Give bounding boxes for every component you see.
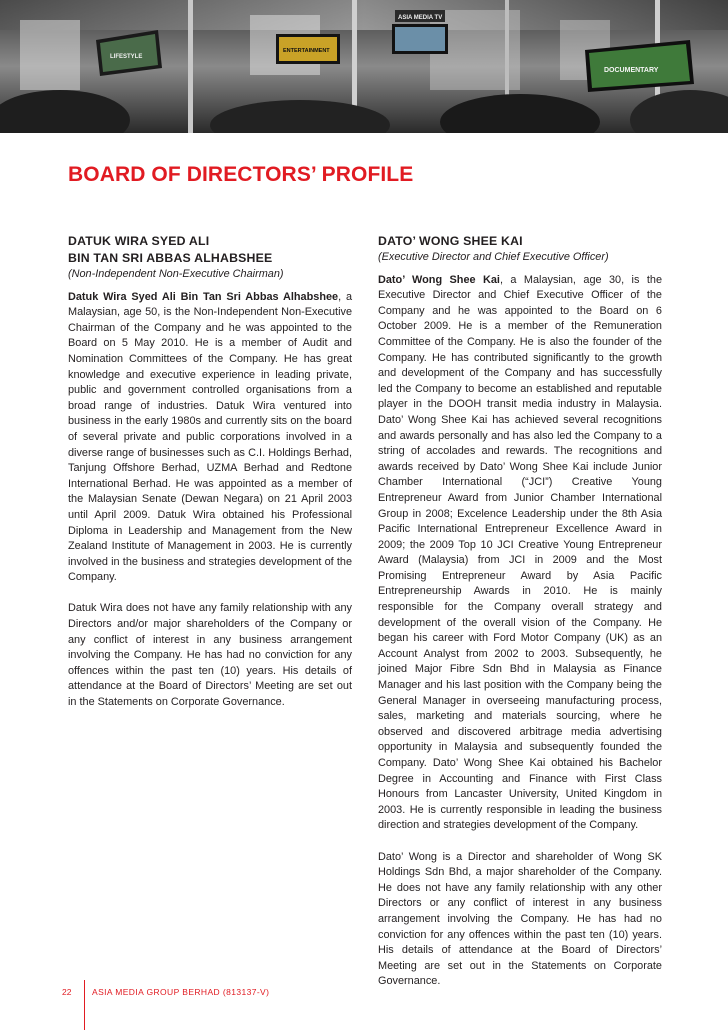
- director-bio-name: Datuk Wira Syed Ali Bin Tan Sri Abbas Alhabshee: [68, 290, 339, 303]
- screen-label-asia-media-tv: ASIA MEDIA TV: [398, 15, 443, 21]
- screen-asia-media-tv: [392, 10, 448, 54]
- director-name-line2: BIN TAN SRI ABBAS ALHABSHEE: [68, 251, 273, 265]
- director-bio-text: , a Malaysian, age 30, is the Executive Director and Chief Executive Officer of the Company and he was appointed to the Board on 6 October 2009. He is a member of the Remuneration Committee of the Company. He is also the founder of the Company. He has contributed significantly to the growth and development of the Company and has successfully led the Company to become an established and reputable player in the DOOH transit media industry in Malaysia. Dato’ Wong Shee Kai has achieved several recognitions and awards personally and has also led the Company to a string of accolades and rewards. The recognitions and awards received by Dato’ Wong Shee Kai include Junior Chamber International (“JCI”) Creative Young Entrepreneur Award from Junior Chamber International Group in 2008; Excelence Leadership under the 8th Asia Pacific International Entrepreneur Excellence Award in 2009; the 2009 Top 10 JCI Creative Young Entrepreneur Award (Malaysia) from JCI in 2009 and the Most Promising Entrepreneur Award by Asia Pacific Entrepreneurship Awards in 2010. He is mainly responsible for the Company overall strategy and development of the overall vision of the Company. He began his career with Ford Motor Company (UK) as an Account Analyst from 2002 to 2003. Subsequently, he joined Major Fibre Sdn Bhd in Malaysia as Finance Manager and his last position with the Company being the General Manager in overseeing manufacturing process, sales, marketing and materials sourcing, where he observed and discovered arbitrage media advertising opportunity in Malaysia and subsequently founded the Company. Dato’ Wong Shee Kai obtained his Bachelor Degree in Accounting and Finance with First Class Honours from Lancaster University, United Kingdom in 2003. He is currently responsible in leading the business direction and strategies development of the Company.: [378, 273, 662, 832]
- screen-label-lifestyle: LIFESTYLE: [110, 54, 143, 60]
- footer-divider: [84, 980, 85, 1030]
- director-name: DATO’ WONG SHEE KAI: [378, 234, 523, 248]
- bus-interior-photo: [0, 0, 728, 133]
- director-role: (Executive Director and Chief Executive Officer): [378, 251, 609, 263]
- header-photo-banner: [0, 0, 728, 133]
- screen-label-entertainment: ENTERTAINMENT: [283, 48, 330, 54]
- screen-label-documentary: DOCUMENTARY: [604, 67, 659, 74]
- director-bio-text: , a Malaysian, age 50, is the Non-Independent Non-Executive Chairman of the Company and he was appointed to the Board on 5 May 2010. He is a member of Audit and Nomination Committees of the Company. He has great knowledge and executive experience in leading private, public and government controlled organisations from a broad range of industries. Datuk Wira ventured into business in the early 1980s and currently sits on the board of several private and public corporations involved in a diverse range of businesses such as C.I. Holdings Berhad, Tanjung Offshore Berhad, UZMA Berhad and Redtone International Berhad. He was appointed as a member of the Malaysian Senate (Dewan Negara) on 21 April 2003 until April 2009. Datuk Wira obtained his Professional Diploma in Leadership and Management from the New Zealand Institute of Management in 2003. He is currently involved in the business and strategies development of the Company.: [68, 290, 353, 584]
- screen-entertainment: [276, 34, 340, 64]
- page-number: 22: [62, 987, 72, 997]
- page-footer: [0, 980, 728, 1030]
- director-name-line1: DATUK WIRA SYED ALI: [68, 234, 210, 248]
- director-bio-name: Dato’ Wong Shee Kai: [378, 273, 500, 286]
- director-profile-ceo: [378, 233, 662, 990]
- director-bio-paragraph: [68, 290, 352, 586]
- footer-company-name: ASIA MEDIA GROUP BERHAD (813137-V): [92, 987, 270, 997]
- page-title: BOARD OF DIRECTORS’ PROFILE: [68, 163, 414, 186]
- director-disclosure-paragraph: Datuk Wira does not have any family relationship with any Directors and/or major shareholders of the Company or any conflict of interest in any business arrangement involving the Company. He has had no conviction for any offences within the past ten (10) years. His details of attendance at the Board of Directors’ Meeting are set out in the Statements on Corporate Governance.: [68, 602, 352, 709]
- director-profile-chairman: [68, 233, 352, 711]
- director-role: (Non-Independent Non-Executive Chairman): [68, 268, 284, 280]
- director-bio-paragraph: [378, 273, 662, 834]
- director-disclosure-paragraph: Dato’ Wong is a Director and shareholder of Wong SK Holdings Sdn Bhd, a major shareholder of the Company. He does not have any family relationship with any other Directors or any conflict of interest in any business arrangement involving the Company. He has had no conviction for any offences within the past ten (10) years. His details of attendance at the Board of Directors’ Meeting are set out in the Statements on Corporate Governance.: [378, 850, 662, 988]
